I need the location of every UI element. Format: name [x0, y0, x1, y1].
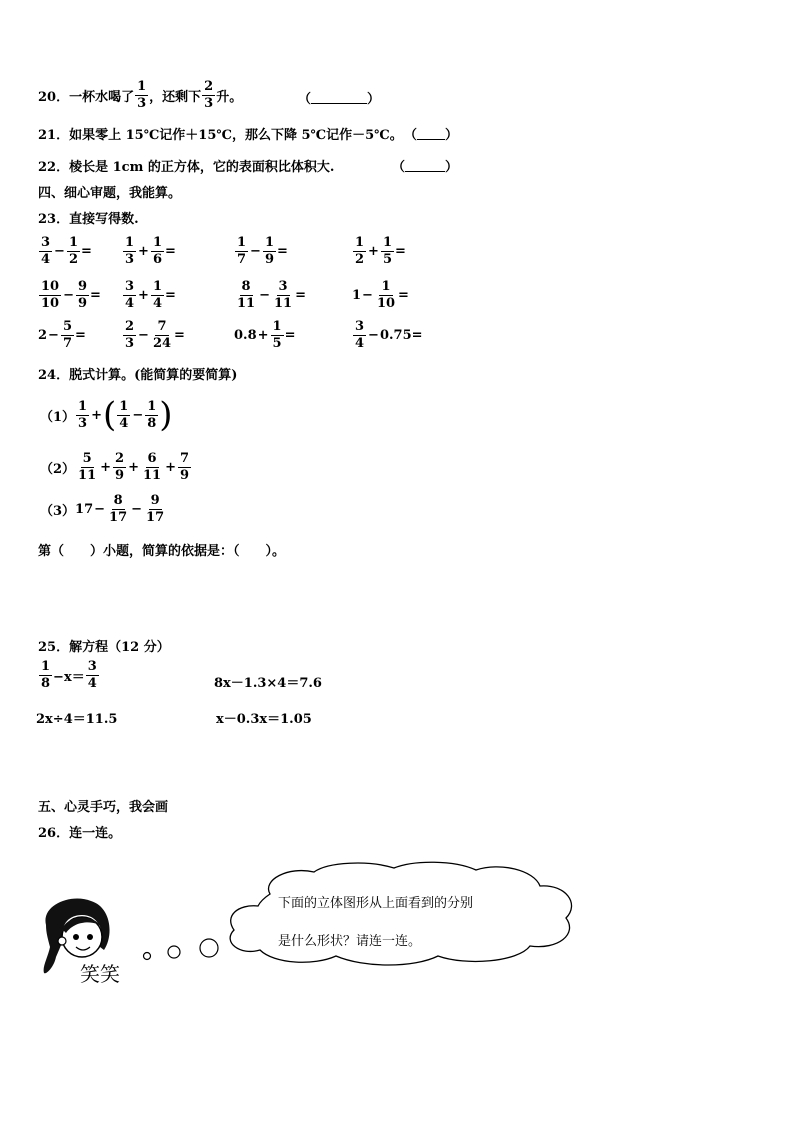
question-text: ，还剩下 [149, 89, 202, 105]
bubble-line-1: 下面的立体图形从上面看到的分别 [278, 896, 474, 911]
mental-math-item: $\frac{3}{4}$ + $\frac{1}{4}$ = [125, 279, 176, 311]
question-21: 21．如果零上 15℃记作＋15℃，那么下降 5℃记作－5℃。 [38, 128, 403, 143]
fraction: $\frac{7}{24}$ [152, 319, 172, 351]
fraction: $\frac{1}{3}$ [125, 235, 135, 267]
equation-1: $\frac{1}{8}$ −x＝ $\frac{3}{4}$ [41, 659, 97, 691]
question-20 [38, 80, 242, 110]
mental-math-item: $\frac{3}{4}$ − $\frac{1}{2}$ = [41, 235, 92, 267]
fraction: $\frac{6}{11}$ [143, 451, 162, 483]
character-name-label: 笑笑 [80, 962, 120, 986]
fraction: $\frac{3}{4}$ [355, 319, 365, 351]
thought-dots-icon [138, 934, 224, 964]
section-5-heading: 五、心灵手巧，我会画 [38, 800, 169, 815]
mental-math-item: 1 − $\frac{1}{10}$ = [352, 279, 409, 311]
fraction: $\frac{1}{8}$ [41, 659, 51, 691]
fraction: $\frac{1}{2}$ [68, 235, 78, 267]
answer-paren-20[interactable]: （ ） [298, 92, 381, 107]
simplification-note: 第（ ）小题，简算的依据是：（ ）。 [38, 544, 286, 559]
fraction: $\frac{7}{9}$ [180, 451, 190, 483]
mental-math-item: $\frac{1}{7}$ − $\frac{1}{9}$ = [237, 235, 288, 267]
answer-blank[interactable] [417, 127, 445, 140]
calc-problem-1: （1） $\frac{1}{3}$ + ( $\frac{1}{4}$ − $\frac{1}{8}$ ) [40, 395, 173, 435]
fraction: $\frac{1}{3}$ [78, 398, 88, 431]
answer-paren-22[interactable]: （ ） [392, 160, 459, 175]
question-24-title: 24．脱式计算。(能简算的要简算) [38, 368, 238, 383]
equation-3: 2x÷4＝11.5 [36, 712, 118, 727]
fraction: $\frac{10}{10}$ [41, 279, 60, 311]
mental-math-item: $\frac{8}{11}$ − $\frac{3}{11}$ = [237, 279, 306, 311]
equation-4: x－0.3x＝1.05 [216, 712, 312, 727]
fraction: $\frac{2}{3}$ [125, 319, 135, 351]
question-number: 20． [38, 89, 70, 105]
mental-math-item: $\frac{10}{10}$ − $\frac{9}{9}$ = [41, 279, 101, 311]
answer-paren-21[interactable]: （ ） [404, 128, 459, 143]
question-26-title: 26．连一连。 [38, 826, 122, 841]
answer-blank[interactable] [405, 159, 445, 172]
mental-math-item: 0.8 + $\frac{1}{5}$ = [234, 319, 296, 351]
equation-2: 8x－1.3×4＝7.6 [214, 676, 322, 691]
bubble-line-2: 是什么形状？请连一连。 [278, 934, 422, 949]
mental-math-item: $\frac{2}{3}$ − $\frac{7}{24}$ = [125, 319, 185, 351]
fraction: $\frac{1}{4}$ [152, 279, 162, 311]
fraction: $\frac{1}{10}$ [376, 279, 396, 311]
fraction: $\frac{1}{9}$ [264, 235, 274, 267]
calc-problem-2: （2） $\frac{5}{11}$ + $\frac{2}{9}$ + $\frac{6}{11}$ + $\frac{7}{9}$ [40, 451, 190, 483]
fraction: $\frac{1}{7}$ [237, 235, 247, 267]
mental-math-item: 2 − $\frac{5}{7}$ = [38, 319, 86, 351]
fraction: $\frac{3}{4}$ [41, 235, 51, 267]
fraction: $\frac{5}{7}$ [62, 319, 72, 351]
fraction: $\frac{8}{17}$ [109, 493, 128, 525]
mental-math-item: $\frac{1}{2}$ + $\frac{1}{5}$ = [355, 235, 406, 267]
question-22: 22．棱长是 1cm 的正方体，它的表面积比体积大. [38, 160, 335, 175]
fraction: $\frac{1}{8}$ [147, 398, 157, 431]
mental-math-item: $\frac{3}{4}$ − 0.75 = [355, 319, 423, 351]
fraction: $\frac{1}{4}$ [119, 398, 129, 431]
fraction: $\frac{9}{9}$ [78, 279, 88, 311]
section-4-heading: 四、细心审题，我能算。 [38, 186, 182, 201]
question-23-title: 23．直接写得数. [38, 212, 139, 227]
fraction: $\frac{1}{5}$ [382, 235, 392, 267]
answer-blank[interactable] [311, 91, 367, 104]
fraction: $\frac{2}{9}$ [115, 451, 125, 483]
fraction: $\frac{1}{3}$ [137, 79, 147, 111]
question-text: 一杯水喝了 [69, 89, 135, 105]
fraction: $\frac{3}{4}$ [125, 279, 135, 311]
fraction: $\frac{1}{2}$ [355, 235, 365, 267]
fraction: $\frac{3}{11}$ [274, 279, 293, 311]
fraction: $\frac{1}{6}$ [152, 235, 162, 267]
mental-math-item: $\frac{1}{3}$ + $\frac{1}{6}$ = [125, 235, 176, 267]
calc-problem-3: （3） 17 − $\frac{8}{17}$ − $\frac{9}{17}$ [40, 493, 165, 525]
fraction: $\frac{1}{5}$ [272, 319, 282, 351]
speech-cloud-icon [218, 858, 584, 970]
fraction: $\frac{5}{11}$ [78, 451, 97, 483]
question-25-title: 25．解方程（12 分） [38, 640, 170, 655]
question-text: 升。 [216, 89, 243, 105]
fraction: $\frac{9}{17}$ [146, 493, 165, 525]
fraction: $\frac{8}{11}$ [237, 279, 256, 311]
fraction: $\frac{2}{3}$ [204, 79, 214, 111]
fraction: $\frac{3}{4}$ [87, 659, 97, 691]
